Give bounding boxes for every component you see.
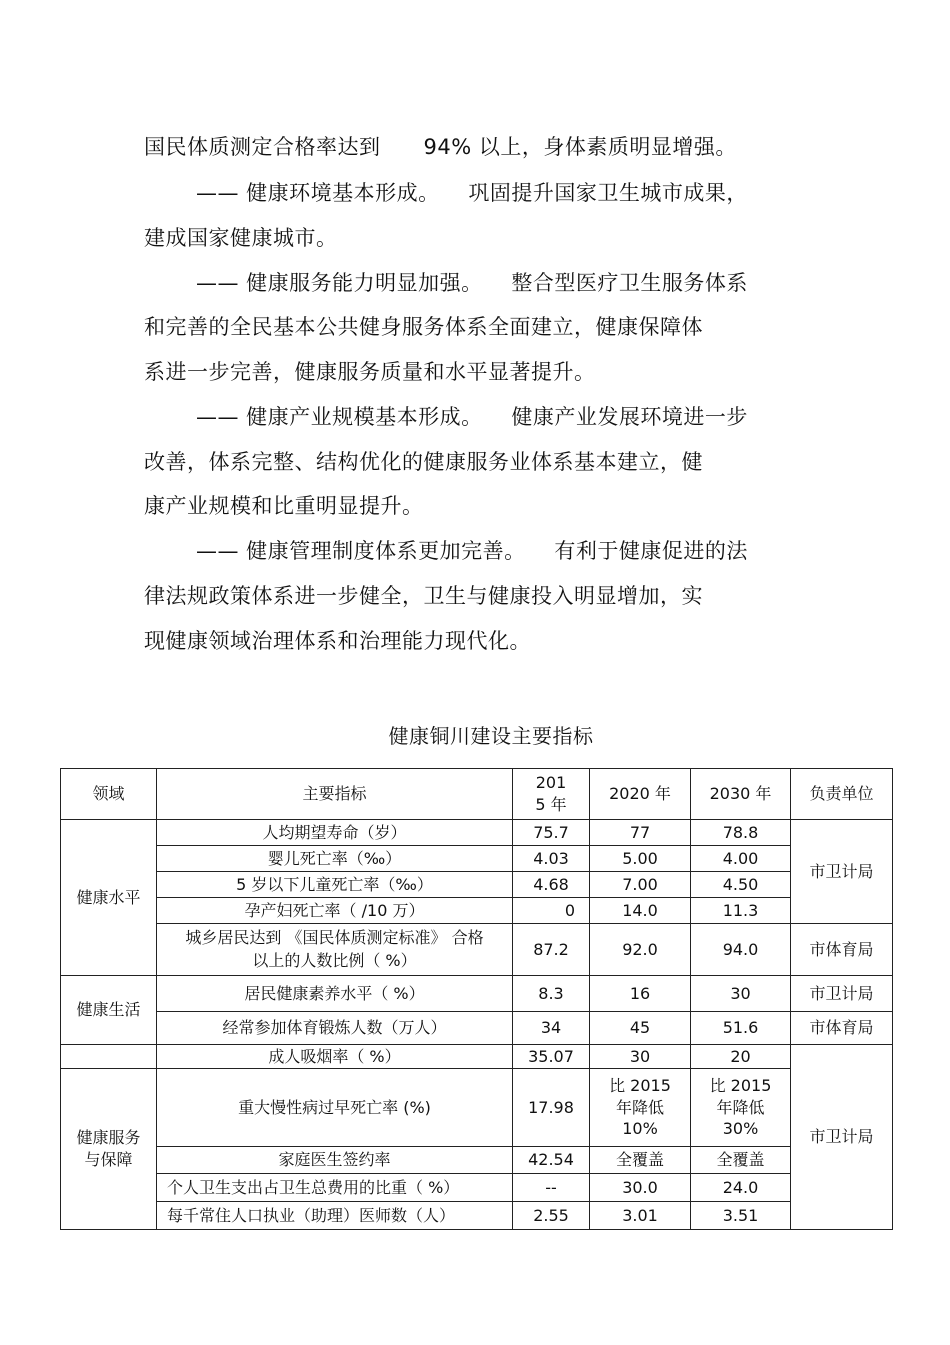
table-row: [61, 924, 893, 976]
indicator-cell: 个人卫生支出占卫生总费用的比重（ %）: [157, 1174, 513, 1202]
indicator-line2: 以上的人数比例（ %）: [252, 950, 417, 970]
value-line2: 年降低: [615, 1097, 664, 1117]
value-2020: 30: [590, 1045, 691, 1069]
value-2020: 14.0: [590, 898, 691, 924]
value-2020: 77: [590, 820, 691, 846]
paragraph-line: —— 健康服务能力明显加强。 整合型医疗卫生服务体系: [196, 271, 748, 295]
paragraph-line: 建成国家健康城市。: [144, 226, 338, 250]
value-2020: 3.01: [590, 1202, 691, 1230]
header-unit: 负责单位: [791, 769, 893, 820]
value-2015: --: [513, 1174, 590, 1202]
area-health-service: [61, 1069, 157, 1230]
table-row: [61, 898, 893, 924]
area-empty-cell: [61, 1045, 157, 1069]
indicator-cell: 成人吸烟率（ %）: [157, 1045, 513, 1069]
table-row: [61, 1045, 893, 1069]
indicator-cell: 每千常住人口执业（助理）医师数（人）: [157, 1202, 513, 1230]
value-2015: 75.7: [513, 820, 590, 846]
header-2015-line2: 5 年: [535, 795, 567, 814]
value-2020: 30.0: [590, 1174, 691, 1202]
header-indicator: 主要指标: [157, 769, 513, 820]
indicator-line1: 城乡居民达到 《国民体质测定标准》 合格: [185, 928, 484, 948]
area-health-life: 健康生活: [61, 976, 157, 1045]
value-2030: 78.8: [691, 820, 791, 846]
table-row: [61, 1147, 893, 1174]
value-2030: 20: [691, 1045, 791, 1069]
value-2030: 3.51: [691, 1202, 791, 1230]
indicator-cell: 5 岁以下儿童死亡率（‰）: [157, 872, 513, 898]
indicator-cell: 重大慢性病过早死亡率 (%): [157, 1069, 513, 1147]
value-2030: 11.3: [691, 898, 791, 924]
value-2015: 42.54: [513, 1147, 590, 1174]
paragraph-line: 现健康领域治理体系和治理能力现代化。: [144, 629, 531, 653]
value-line2: 年降低: [716, 1097, 765, 1117]
indicator-cell: 家庭医生签约率: [157, 1147, 513, 1174]
table-row: [61, 846, 893, 872]
value-2030: 全覆盖: [691, 1147, 791, 1174]
indicator-cell: 人均期望寿命（岁）: [157, 820, 513, 846]
header-area: 领域: [61, 769, 157, 820]
indicator-cell: [157, 924, 513, 976]
value-2020: 5.00: [590, 846, 691, 872]
value-line1: 比 2015: [609, 1076, 671, 1096]
indicator-cell: 经常参加体育锻炼人数（万人）: [157, 1012, 513, 1045]
value-2020: 45: [590, 1012, 691, 1045]
table-title: 健康铜川建设主要指标: [388, 724, 594, 748]
area-health-level: 健康水平: [61, 820, 157, 976]
paragraph-line: 系进一步完善，健康服务质量和水平显著提升。: [144, 360, 596, 384]
value-2015: 35.07: [513, 1045, 590, 1069]
value-2030: 4.50: [691, 872, 791, 898]
indicator-cell: 孕产妇死亡率（ /10 万）: [157, 898, 513, 924]
unit-cell: 市卫计局: [791, 1045, 893, 1230]
value-2015: 2.55: [513, 1202, 590, 1230]
header-2020: 2020 年: [590, 769, 691, 820]
value-2020: 92.0: [590, 924, 691, 976]
value-2015: 87.2: [513, 924, 590, 976]
table-row: [61, 820, 893, 846]
table-row: [61, 976, 893, 1012]
paragraph-line: 律法规政策体系进一步健全，卫生与健康投入明显增加，实: [144, 584, 703, 608]
indicator-cell: 居民健康素养水平（ %）: [157, 976, 513, 1012]
table-row: [61, 1012, 893, 1045]
area-line1: 健康服务: [76, 1128, 141, 1148]
table-row: [61, 1202, 893, 1230]
indicator-cell: 婴儿死亡率（‰）: [157, 846, 513, 872]
unit-cell: 市体育局: [791, 1012, 893, 1045]
paragraph-line: —— 健康管理制度体系更加完善。 有利于健康促进的法: [196, 539, 748, 563]
unit-cell: 市体育局: [791, 924, 893, 976]
value-2030: 94.0: [691, 924, 791, 976]
paragraph-line: —— 健康产业规模基本形成。 健康产业发展环境进一步: [196, 405, 748, 429]
area-line2: 与保障: [84, 1150, 133, 1169]
value-2030: 30: [691, 976, 791, 1012]
value-2015: 17.98: [513, 1069, 590, 1147]
value-line1: 比 2015: [709, 1076, 772, 1096]
header-2015-line1: 201: [535, 773, 567, 793]
indicators-table: [60, 768, 893, 1230]
table-row: [61, 1069, 893, 1147]
paragraph-line: 国民体质测定合格率达到 94% 以上，身体素质明显增强。: [144, 135, 737, 159]
paragraph-line: 康产业规模和比重明显提升。: [144, 494, 424, 518]
value-2030: [691, 1069, 791, 1147]
unit-cell: 市卫计局: [791, 820, 893, 924]
table-header-row: [61, 769, 893, 820]
value-2020: 16: [590, 976, 691, 1012]
header-2030: 2030 年: [691, 769, 791, 820]
value-2020: [590, 1069, 691, 1147]
value-2030: 4.00: [691, 846, 791, 872]
value-line3: 10%: [622, 1119, 658, 1139]
header-2015: [513, 769, 590, 820]
paragraph-line: 改善，体系完整、结构优化的健康服务业体系基本建立，健: [144, 450, 703, 474]
value-2015: 0: [513, 898, 590, 924]
paragraph-line: 和完善的全民基本公共健身服务体系全面建立，健康保障体: [144, 315, 703, 339]
value-2030: 51.6: [691, 1012, 791, 1045]
value-2020: 7.00: [590, 872, 691, 898]
value-2015: 8.3: [513, 976, 590, 1012]
table-row: [61, 1174, 893, 1202]
value-line3: 30%: [722, 1119, 759, 1139]
value-2030: 24.0: [691, 1174, 791, 1202]
table-row: [61, 872, 893, 898]
value-2015: 34: [513, 1012, 590, 1045]
value-2015: 4.68: [513, 872, 590, 898]
value-2020: 全覆盖: [590, 1147, 691, 1174]
unit-cell: 市卫计局: [791, 976, 893, 1012]
value-2015: 4.03: [513, 846, 590, 872]
paragraph-line: —— 健康环境基本形成。 巩固提升国家卫生城市成果，: [196, 181, 748, 205]
